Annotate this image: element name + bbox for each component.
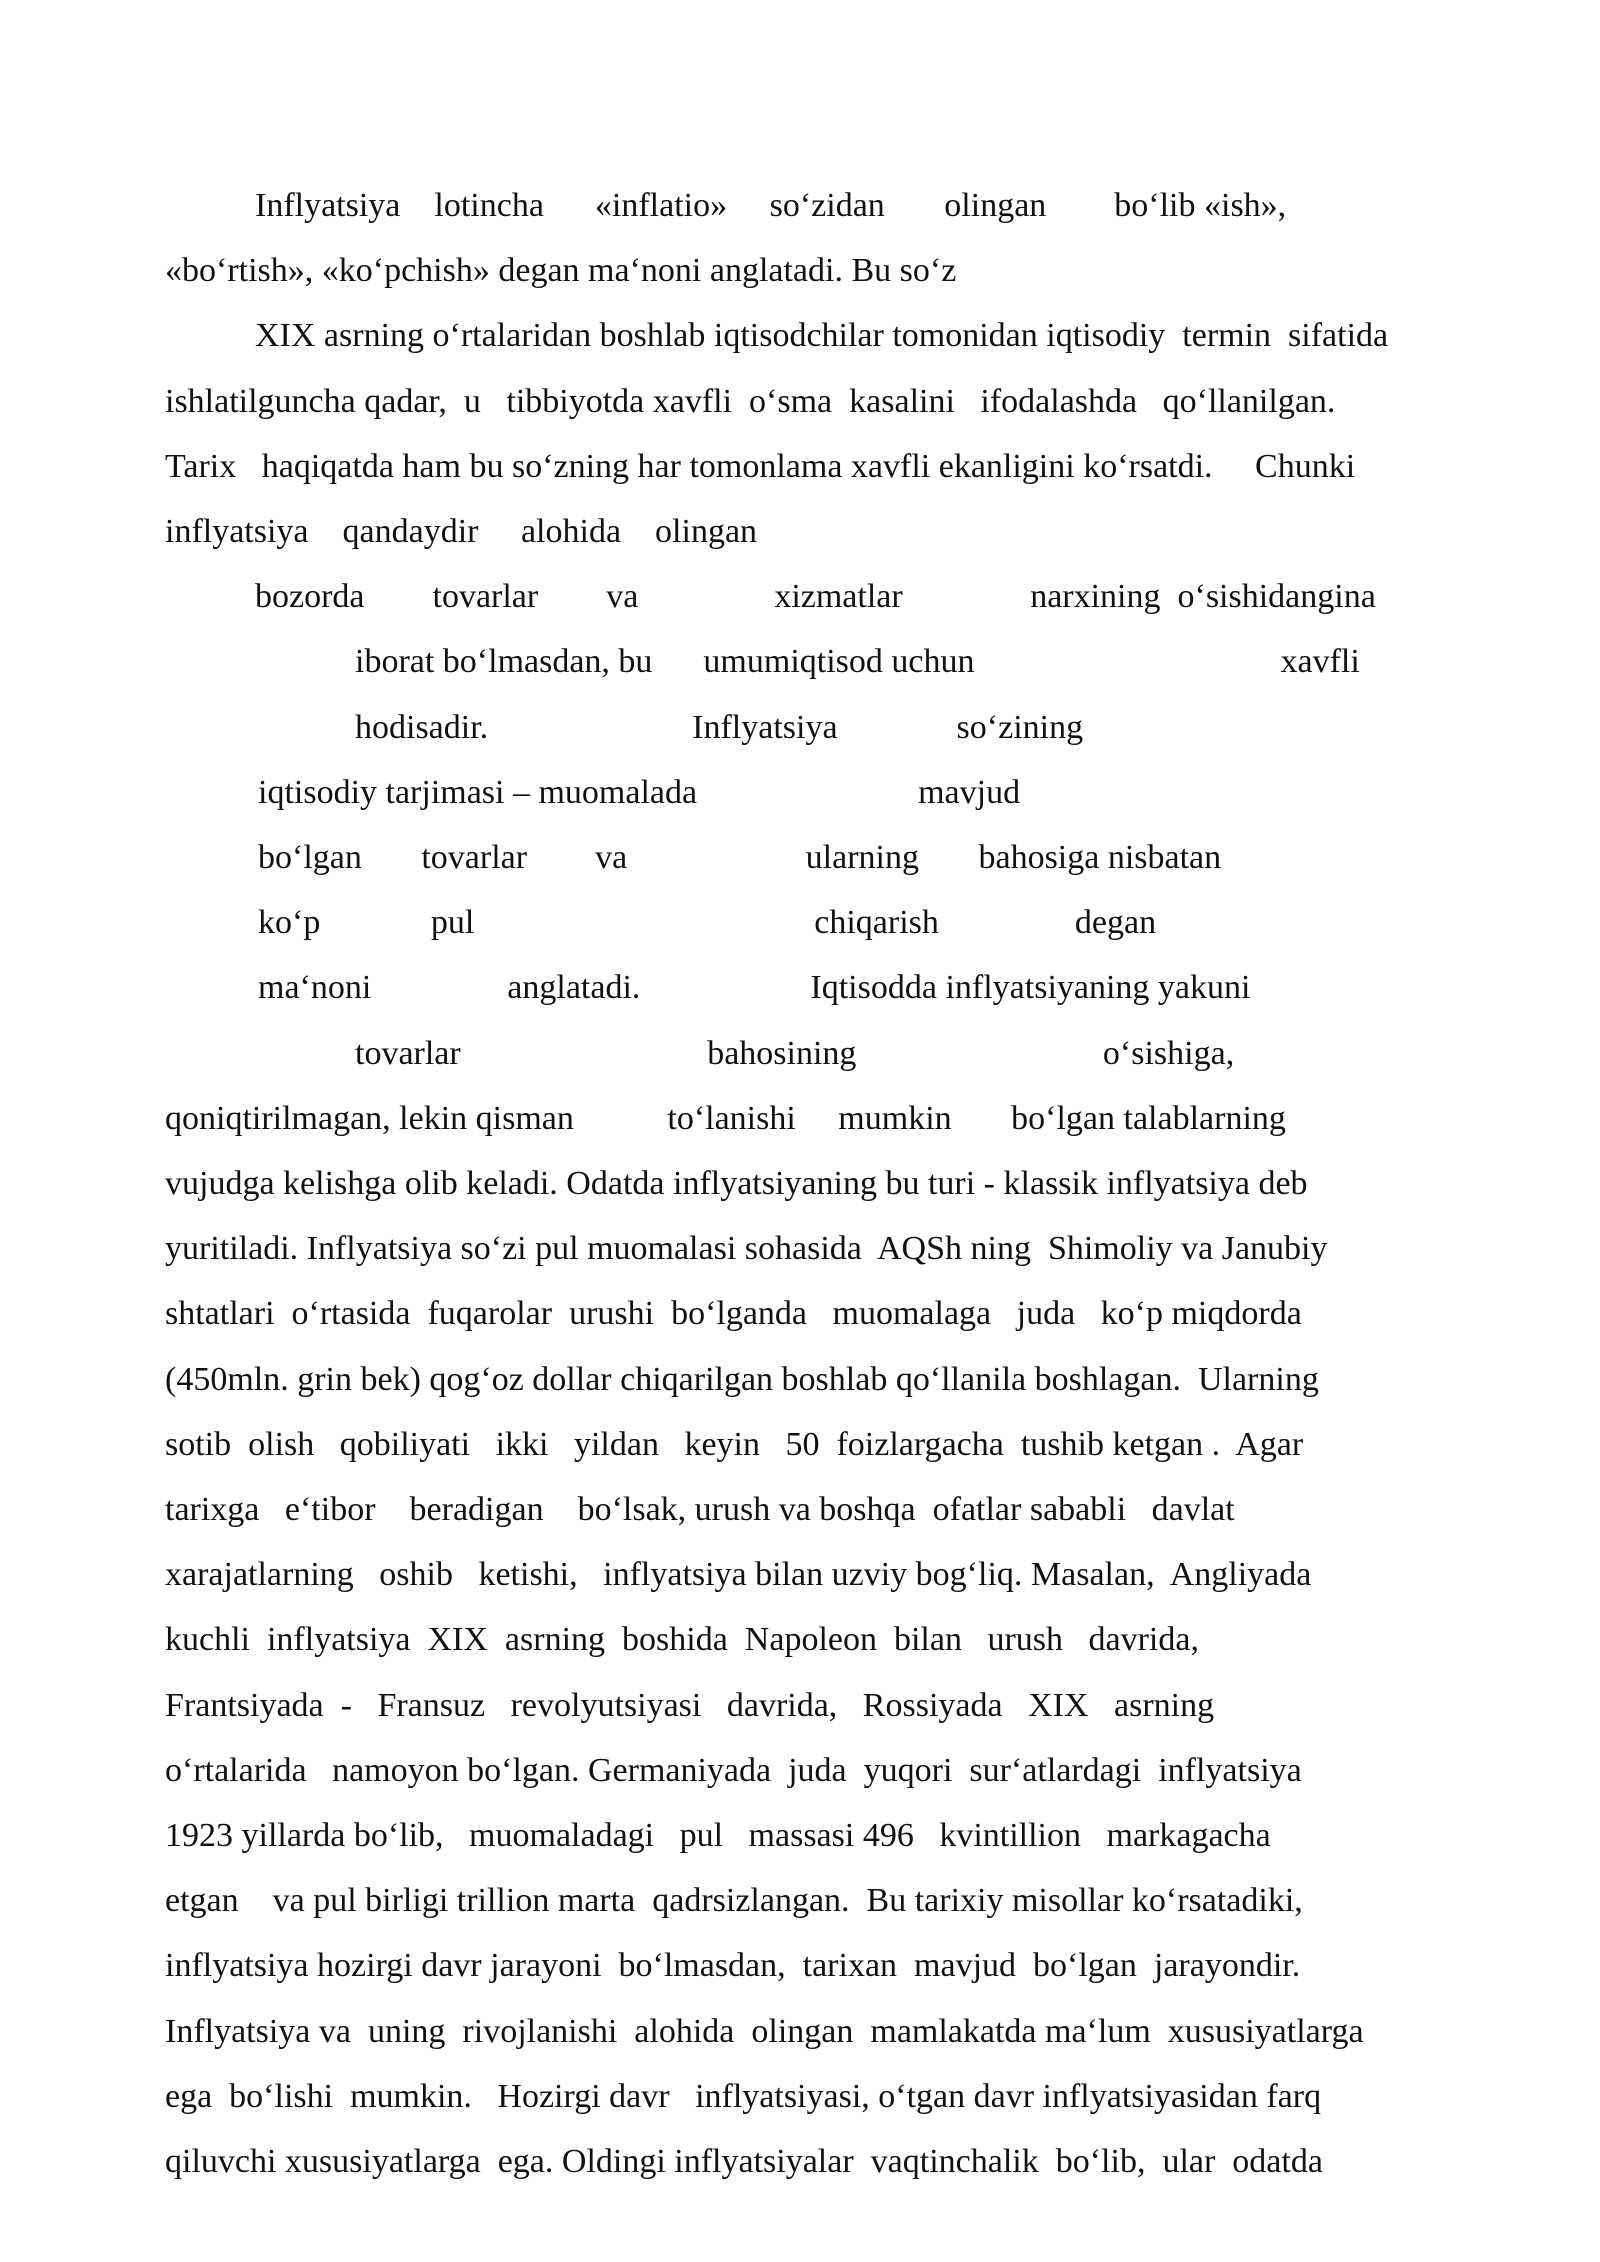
text-line: ma‘noni anglatadi. Iqtisodda inflyatsiyaning yakuni <box>258 969 1251 1006</box>
text-line: etgan va pul birligi trillion marta qadrsizlangan. Bu tarixiy misollar ko‘rsatadiki, <box>165 1882 1303 1919</box>
text-line: XIX asrning o‘rtalaridan boshlab iqtisodchilar tomonidan iqtisodiy termin sifatida <box>255 317 1389 354</box>
text-line: (450mln. grin bek) qog‘oz dollar chiqarilgan boshlab qo‘llanila boshlagan. Ularning <box>165 1361 1319 1398</box>
text-line: «bo‘rtish», «ko‘pchish» degan ma‘noni anglatadi. Bu so‘z <box>165 252 957 289</box>
text-line: bozorda tovarlar va xizmatlar narxining o‘sishidangina <box>255 578 1376 615</box>
text-line: ega bo‘lishi mumkin. Hozirgi davr inflyatsiyasi, o‘tgan davr inflyatsiyasidan farq <box>165 2078 1322 2115</box>
text-line: ko‘p pul chiqarish degan <box>258 904 1157 941</box>
text-line: kuchli inflyatsiya XIX asrning boshida Napoleon bilan urush davrida, <box>165 1621 1199 1658</box>
text-line: o‘rtalarida namoyon bo‘lgan. Germaniyada juda yuqori sur‘atlardagi inflyatsiya <box>165 1752 1302 1789</box>
text-line: iqtisodiy tarjimasi – muomalada mavjud <box>258 774 1021 811</box>
text-line: tovarlar bahosining o‘sishiga, <box>355 1035 1235 1072</box>
text-line: hodisadir. Inflyatsiya so‘zining <box>355 709 1084 746</box>
text-line: tarixga e‘tibor beradigan bo‘lsak, urush va boshqa ofatlar sababli davlat <box>165 1491 1235 1528</box>
text-line: yuritiladi. Inflyatsiya so‘zi pul muomalasi sohasida AQSh ning Shimoliy va Janubiy <box>165 1230 1328 1267</box>
text-line: sotib olish qobiliyati ikki yildan keyin 50 foizlargacha tushib ketgan . Agar <box>165 1426 1304 1463</box>
text-line: qoniqtirilmagan, lekin qisman to‘lanishi mumkin bo‘lgan talablarning <box>165 1100 1286 1137</box>
text-line: inflyatsiya qandaydir alohida olingan <box>165 513 758 550</box>
text-line: inflyatsiya hozirgi davr jarayoni bo‘lmasdan, tarixan mavjud bo‘lgan jarayondir. <box>165 1947 1301 1984</box>
text-line: 1923 yillarda bo‘lib, muomaladagi pul massasi 496 kvintillion markagacha <box>165 1817 1271 1854</box>
text-line: bo‘lgan tovarlar va ularning bahosiga nisbatan <box>258 839 1222 876</box>
text-line: iborat bo‘lmasdan, bu umumiqtisod uchun xavfli <box>355 643 1360 680</box>
text-line: shtatlari o‘rtasida fuqarolar urushi bo‘lganda muomalaga juda ko‘p miqdorda <box>165 1295 1302 1332</box>
text-line: xarajatlarning oshib ketishi, inflyatsiya bilan uzviy bog‘liq. Masalan, Angliyada <box>165 1556 1312 1593</box>
text-line: ishlatilguncha qadar, u tibbiyotda xavfli o‘sma kasalini ifodalashda qo‘llanilgan. <box>165 383 1336 420</box>
text-line: Inflyatsiya lotincha «inflatio» so‘zidan olingan bo‘lib «ish», <box>255 187 1287 224</box>
text-line: vujudga kelishga olib keladi. Odatda inflyatsiyaning bu turi - klassik inflyatsiya deb <box>165 1165 1308 1202</box>
text-line: Frantsiyada - Fransuz revolyutsiyasi davrida, Rossiyada XIX asrning <box>165 1687 1215 1724</box>
text-line: Inflyatsiya va uning rivojlanishi alohida olingan mamlakatda ma‘lum xususiyatlarga <box>165 2013 1364 2050</box>
text-line: Tarix haqiqatda ham bu so‘zning har tomonlama xavfli ekanligini ko‘rsatdi. Chunki <box>165 448 1356 485</box>
text-line: qiluvchi xususiyatlarga ega. Oldingi inflyatsiyalar vaqtinchalik bo‘lib, ular odatda <box>165 2143 1323 2180</box>
